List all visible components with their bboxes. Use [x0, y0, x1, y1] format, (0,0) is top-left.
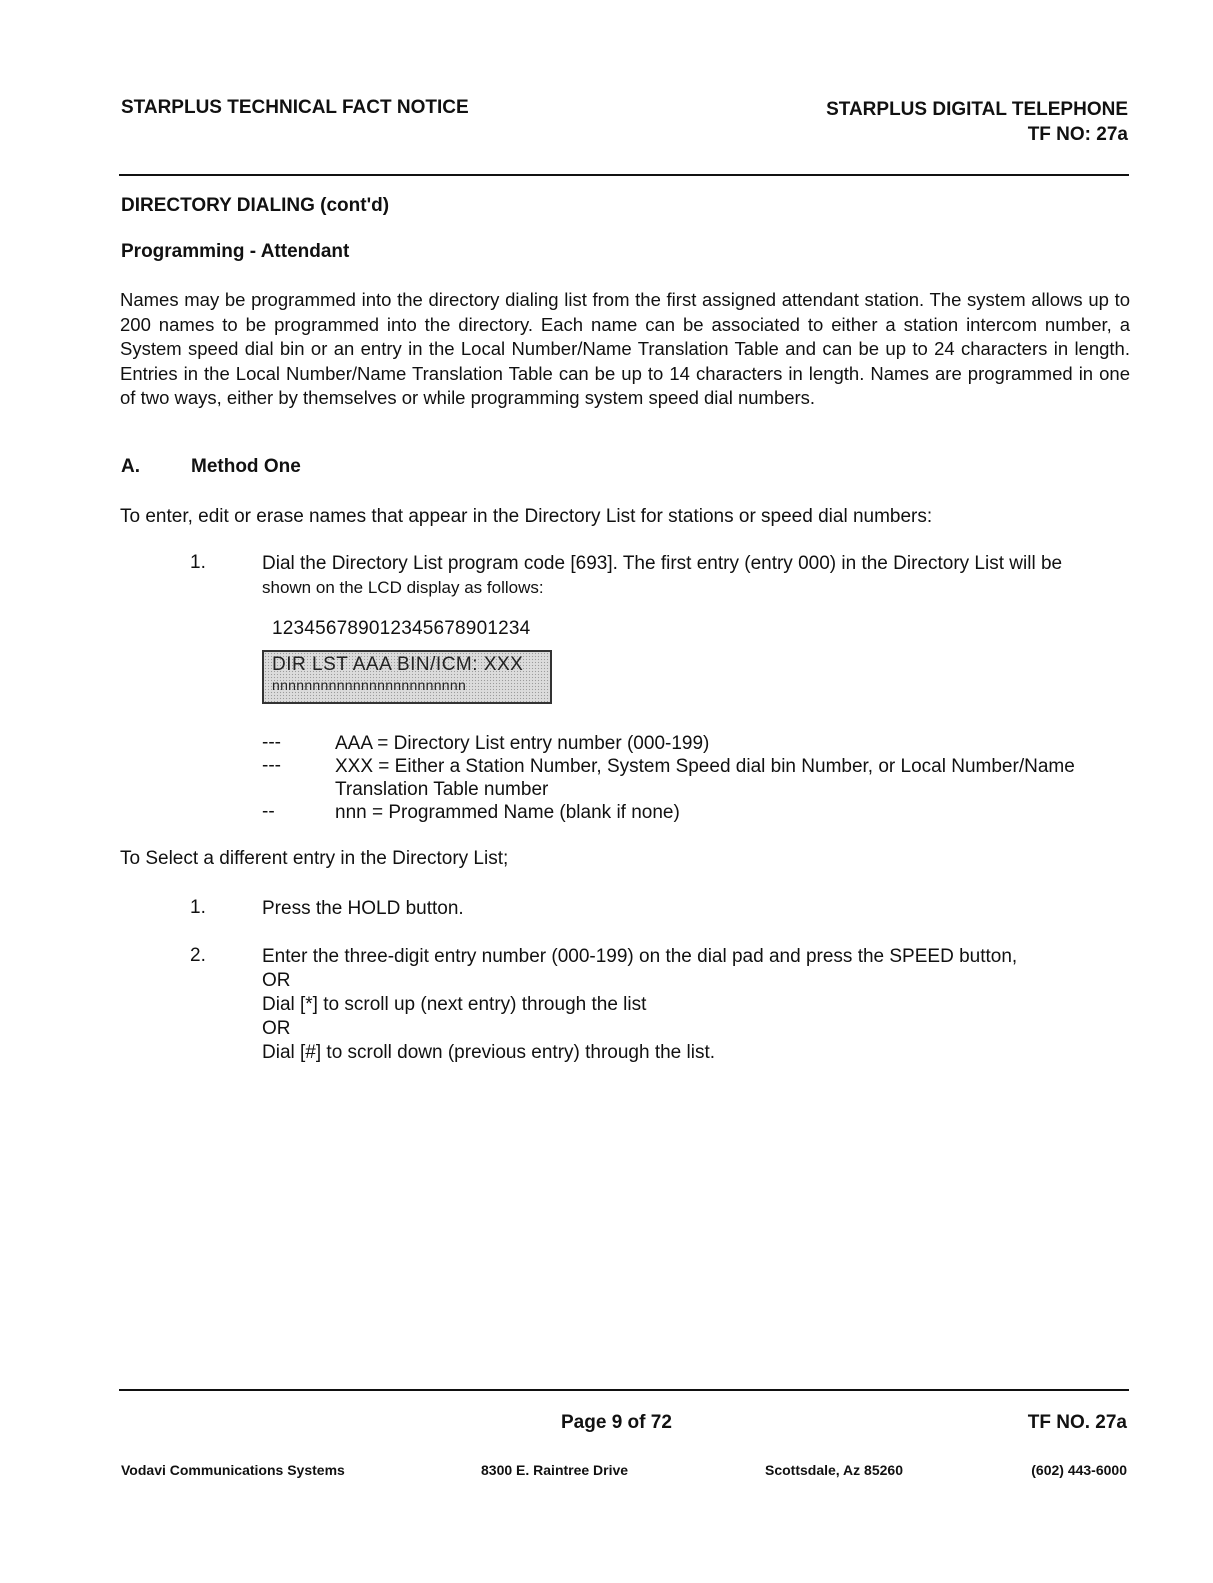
select-step-1-text: Press the HOLD button. — [262, 898, 464, 919]
select-step-2-number: 2. — [190, 945, 206, 966]
select-step-2-line: Dial [#] to scroll down (previous entry) through the list. — [262, 1042, 716, 1063]
section-title: DIRECTORY DIALING (cont'd) — [121, 195, 390, 216]
select-step-1-number: 1. — [190, 897, 206, 918]
footer-page-number: Page 9 of 72 — [561, 1412, 672, 1433]
footer-company: Vodavi Communications Systems — [121, 1462, 345, 1478]
definition-dash: -- — [262, 801, 275, 822]
footer-city: Scottsdale, Az 85260 — [765, 1462, 903, 1478]
method-intro: To enter, edit or erase names that appear in the Directory List for stations or speed dial numbers: — [120, 506, 933, 527]
header-right-block — [826, 97, 1128, 147]
method-step-1-text — [262, 552, 1130, 600]
select-intro: To Select a different entry in the Directory List; — [120, 848, 509, 869]
select-step-2-line: OR — [262, 1018, 291, 1039]
method-letter: A. — [121, 456, 140, 477]
definition-nnn: nnn = Programmed Name (blank if none) — [335, 802, 680, 823]
lcd-column-ruler: 123456789012345678901234 — [272, 618, 531, 639]
footer-phone: (602) 443-6000 — [1031, 1462, 1127, 1478]
method-step-1-number: 1. — [190, 552, 206, 573]
select-step-2-text — [262, 945, 1130, 1065]
method-step-1-line1: Dial the Directory List program code [693]. The first entry (entry 000) in the Directory List will be — [262, 553, 1063, 574]
footer-street: 8300 E. Raintree Drive — [481, 1462, 629, 1478]
lcd-line-2: nnnnnnnnnnnnnnnnnnnnnnnn — [272, 677, 467, 693]
intro-paragraph: Names may be programmed into the directory dialing list from the first assigned attendant station. The system allows up to 200 names to be programmed into the directory. Each name can be associated to either a station intercom number, a System speed dial bin or an entry in the Local Number/Name Translation Table and can be up to 24 characters in length. Entries in the Local Number/Name Translation Table can be up to 14 characters in length. Names are programmed in one of two ways, either by themselves or while programming system speed dial numbers. — [120, 289, 1130, 408]
select-step-2-line: OR — [262, 970, 291, 991]
method-title: Method One — [191, 456, 301, 477]
header-right-title: STARPLUS DIGITAL TELEPHONE — [826, 99, 1128, 120]
select-step-2-line: Dial [*] to scroll up (next entry) through the list — [262, 994, 647, 1015]
definition-dash: --- — [262, 755, 281, 776]
select-step-2-line: Enter the three-digit entry number (000-199) on the dial pad and press the SPEED button, — [262, 946, 1018, 967]
header-tf-number: TF NO: 27a — [1027, 124, 1128, 145]
header-left-title: STARPLUS TECHNICAL FACT NOTICE — [121, 97, 469, 118]
subsection-title: Programming - Attendant — [121, 241, 350, 262]
definition-xxx: XXX = Either a Station Number, System Speed dial bin Number, or Local Number/Name Translation Table number — [335, 756, 1075, 800]
lcd-display — [262, 650, 552, 704]
header-rule — [119, 174, 1129, 176]
lcd-line-1: DIR LST AAA BIN/ICM: XXX — [272, 654, 524, 675]
footer-rule — [119, 1389, 1129, 1391]
method-step-1-line2: shown on the LCD display as follows: — [262, 578, 544, 597]
definition-aaa: AAA = Directory List entry number (000-199) — [335, 733, 710, 754]
definition-dash: --- — [262, 732, 281, 753]
footer-tf-number: TF NO. 27a — [1027, 1412, 1127, 1433]
